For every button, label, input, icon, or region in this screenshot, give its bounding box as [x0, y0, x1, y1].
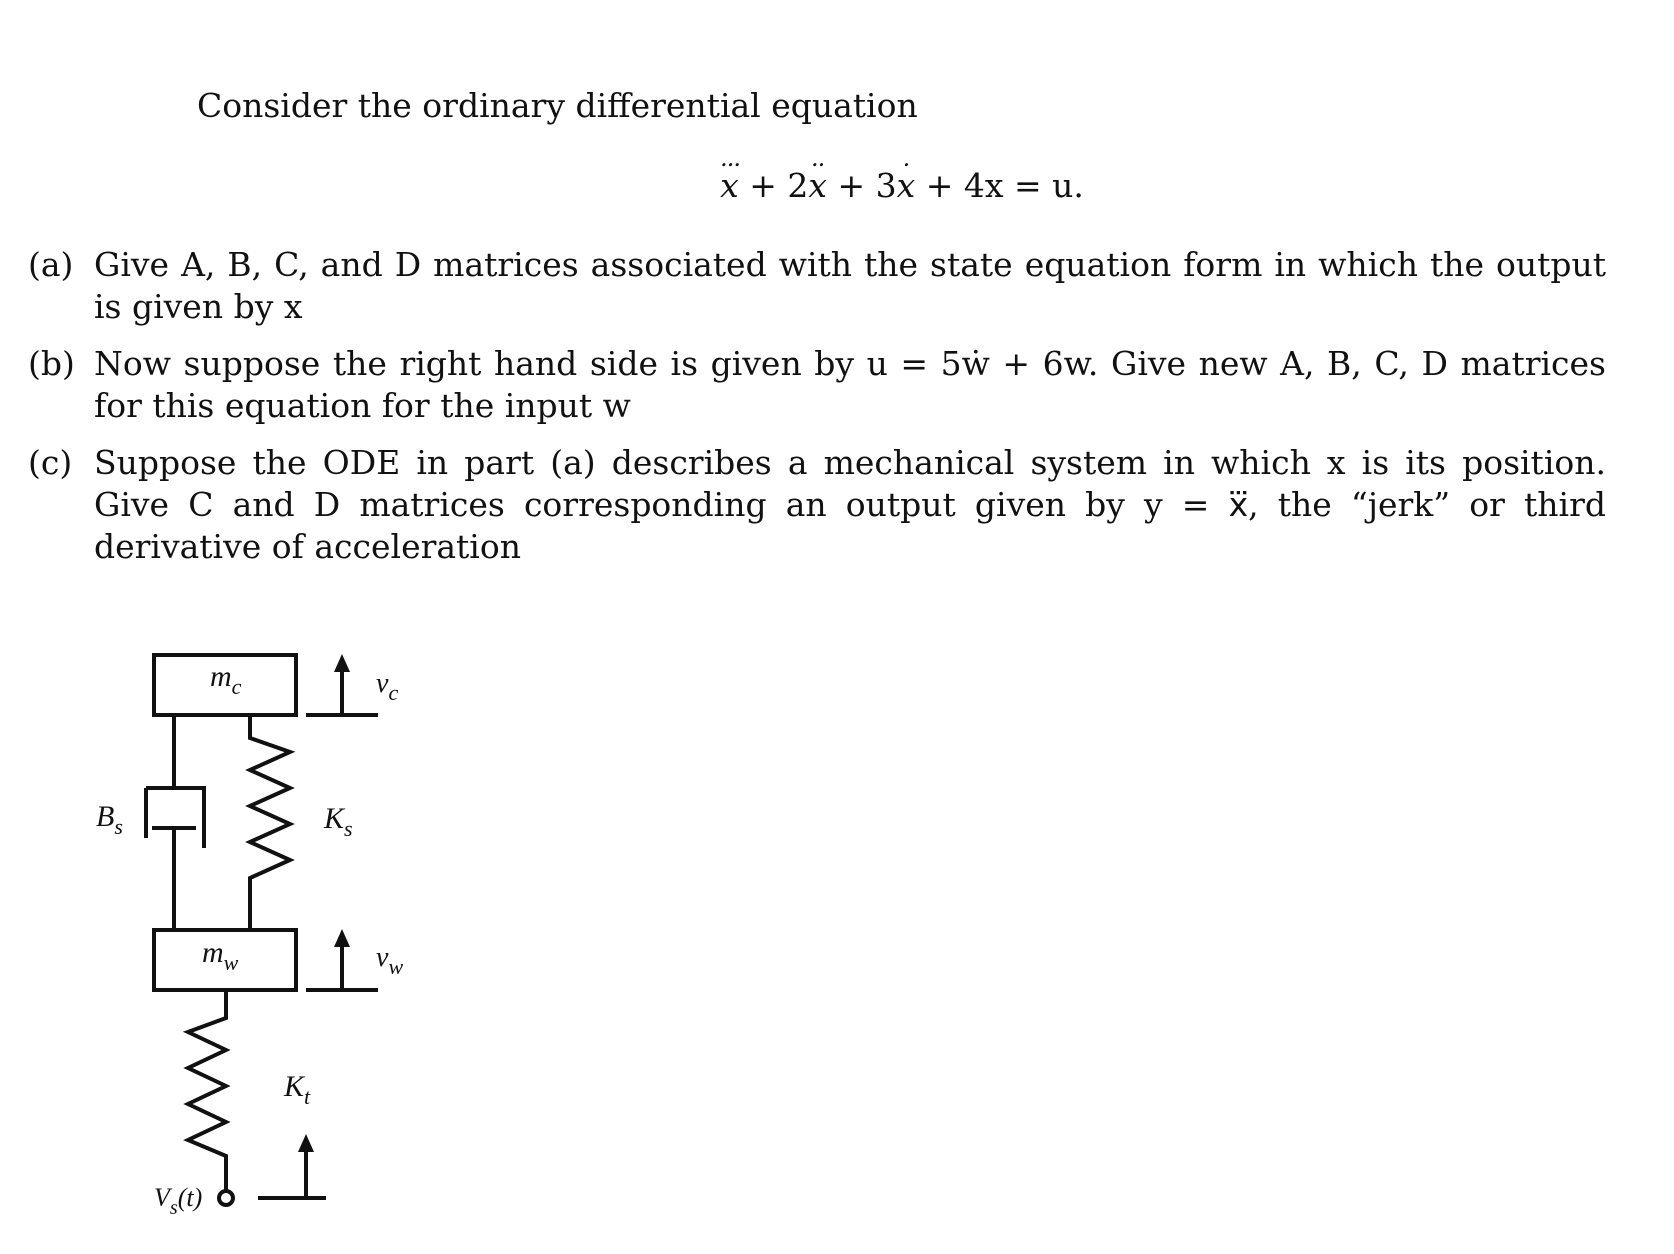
first-derivative-x: . x	[897, 166, 916, 205]
spring-s-label: $K_s$	[324, 802, 353, 841]
third-derivative-x: ... x	[720, 166, 739, 205]
damper-label: $B_s$	[96, 800, 123, 839]
mass-w-label: $m_w$	[202, 936, 239, 975]
eq-term-3: + 3	[827, 166, 897, 205]
second-derivative-x: .. x	[808, 166, 827, 205]
question-text: Suppose the ODE in part (a) describes a mechanical system in which x is its position. Give C and D matrices corresponding an output given by y = x⃛, the “jerk” or third derivative of acceleration	[94, 443, 1606, 566]
mass-c-label: $m_c$	[210, 660, 242, 699]
spring-s-shape	[250, 715, 290, 930]
ode-equation	[0, 166, 1674, 205]
velocity-arrow-input	[258, 1148, 326, 1198]
question-list	[28, 244, 1606, 583]
question-b	[28, 343, 1606, 427]
question-label: (a)	[28, 245, 74, 284]
input-node	[219, 1191, 233, 1205]
spring-t-label: $K_t$	[284, 1070, 311, 1109]
spring-t-shape	[188, 990, 226, 1190]
question-label: (c)	[28, 443, 73, 482]
velocity-c-label: $v_c$	[376, 668, 399, 705]
eq-rest: + 4x = u.	[915, 166, 1084, 205]
velocity-w-label: $v_w$	[376, 942, 404, 979]
velocity-arrow-w	[306, 943, 378, 990]
question-a	[28, 244, 1606, 328]
question-text: Give A, B, C, and D matrices associated with the state equation form in which the output is given by x	[94, 245, 1606, 326]
question-text: Now suppose the right hand side is given by u = 5ẇ + 6w. Give new A, B, C, D matrices for this equation for the input w	[94, 344, 1606, 425]
velocity-arrow-c	[306, 668, 378, 715]
input-label: $V_s(t)$	[154, 1183, 203, 1219]
question-label: (b)	[28, 344, 75, 383]
question-c	[28, 442, 1606, 568]
damper-shape	[146, 715, 204, 930]
quarter-car-diagram	[80, 640, 440, 1240]
eq-term-2: + 2	[738, 166, 809, 205]
intro-text: Consider the ordinary differential equation	[197, 86, 918, 125]
